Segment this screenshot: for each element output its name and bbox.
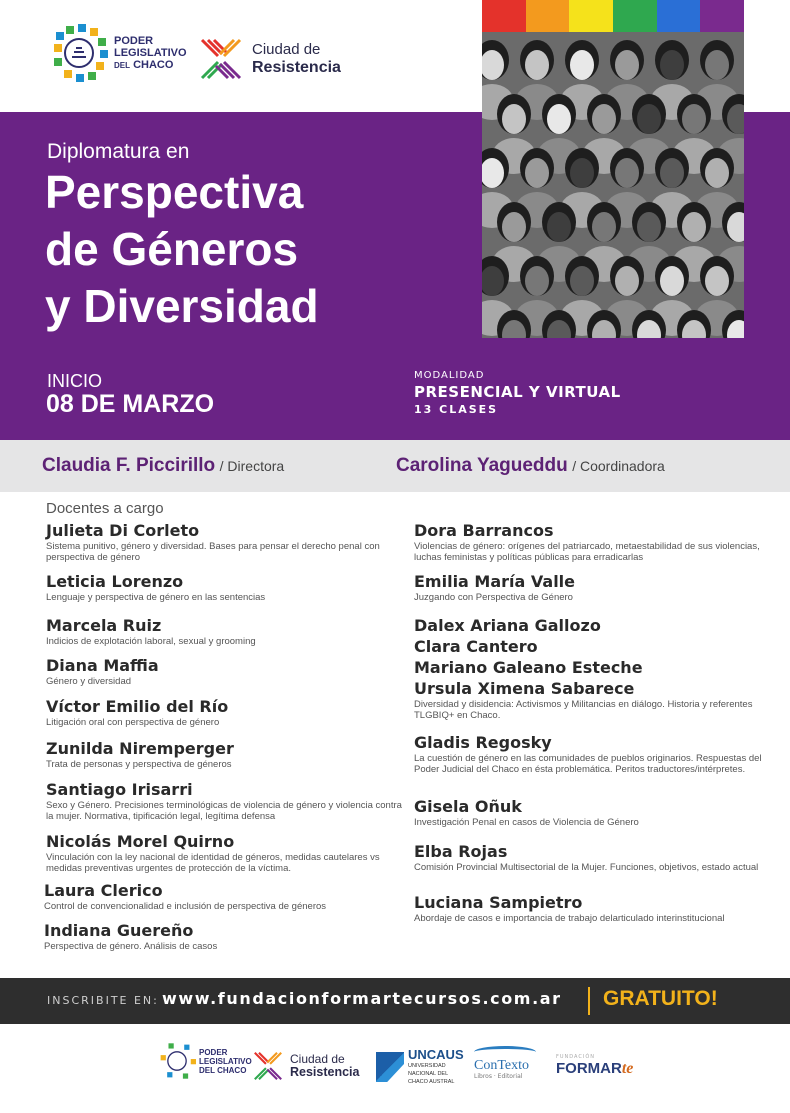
crowd-face: [660, 50, 684, 80]
rainbow-stripe: [657, 0, 701, 32]
footer-divider: [588, 987, 590, 1015]
registration-link[interactable]: www.fundacionformartecursos.com.ar: [162, 989, 562, 1008]
partner-text-line: UNCAUS: [408, 1047, 464, 1062]
docente-topic: Litigación oral con perspectiva de género: [46, 717, 220, 728]
crowd-face: [615, 50, 639, 80]
rainbow-stripe: [526, 0, 570, 32]
gratuito-badge: GRATUITO!: [603, 987, 718, 1010]
docente-name: Clara Cantero: [414, 637, 538, 656]
docente-topic: Género y diversidad: [46, 676, 132, 687]
ciudad-resistencia-text: [252, 41, 341, 77]
coordinadora-role: / Coordinadora: [572, 458, 665, 474]
docente-topic: Indicios de explotación laboral, sexual y grooming: [46, 636, 256, 647]
docente-item: [46, 697, 406, 728]
partner-text-line: te: [621, 1060, 634, 1077]
rainbow-stripe: [613, 0, 657, 32]
docente-item: [46, 521, 406, 563]
logo-text-line: CHACO: [133, 58, 174, 71]
crowd-face: [592, 104, 616, 134]
rainbow-stripe: [569, 0, 613, 32]
uncaus-emblem-icon: [376, 1052, 404, 1082]
docente-item: [414, 733, 774, 775]
crowd-face: [570, 266, 594, 296]
docente-topic: Investigación Penal en casos de Violencia de Género: [414, 817, 639, 828]
docente-name: Ursula Ximena Sabarece: [414, 679, 635, 698]
crowd-face: [547, 104, 571, 134]
docente-name: Marcela Ruiz: [46, 616, 162, 635]
partner-text-line: UNIVERSIDAD: [408, 1063, 446, 1069]
partner-text-line: CHACO AUSTRAL: [408, 1079, 455, 1085]
crowd-face: [660, 158, 684, 188]
crowd-face: [502, 104, 526, 134]
docente-name: Santiago Irisarri: [46, 780, 193, 799]
logo-text-line: Resistencia: [252, 59, 341, 76]
docente-name: Emilia María Valle: [414, 572, 576, 591]
docente-item: [46, 832, 406, 874]
registration-bar: [0, 978, 790, 1024]
docente-item: [44, 881, 404, 912]
logo-text-line: LEGISLATIVO: [114, 46, 187, 59]
crowd-face: [637, 212, 661, 242]
partner-ciudad-resistencia: [252, 1050, 359, 1082]
rainbow-stripe: [700, 0, 744, 32]
crowd-face: [525, 266, 549, 296]
docente-name: Gladis Regosky: [414, 733, 552, 752]
docente-topic: Lenguaje y perspectiva de género en las sentencias: [46, 592, 266, 603]
docente-topic: Diversidad y disidencia: Activismos y Militancias en diálogo. Historia y referentes TLGBIQ+ en Chaco.: [414, 699, 753, 721]
docente-item: [46, 572, 406, 603]
directora-role: / Directora: [219, 458, 285, 474]
coordinadora-name: Carolina Yagueddu: [396, 455, 568, 476]
crowd-face: [547, 212, 571, 242]
poder-legislativo-logo: [50, 24, 187, 82]
crowd-illustration: [482, 32, 744, 338]
inicio-date: 08 DE MARZO: [46, 390, 215, 418]
docente-item: [414, 797, 774, 828]
crowd-face: [502, 212, 526, 242]
inscribite-label: INSCRIBITE EN:: [47, 994, 159, 1007]
docente-topic: Comisión Provincial Multisectorial de la Mujer. Funciones, objetivos, estado actual: [414, 862, 759, 873]
poder-legislativo-text: [114, 35, 187, 72]
crowd-face: [592, 212, 616, 242]
logo-text-line: DEL: [114, 60, 130, 70]
docente-name: Luciana Sampietro: [414, 893, 583, 912]
docente-topic: Trata de personas y perspectiva de géneros: [46, 759, 232, 770]
crowd-face: [637, 104, 661, 134]
hero-title-line: y Diversidad: [45, 280, 319, 332]
partner-formarte: [556, 1054, 633, 1078]
docente-topic: Vinculación con la ley nacional de identidad de géneros, medidas cautelares vs medidas preventivas urgentes de protección de la víctima.: [46, 852, 380, 874]
crowd-face: [570, 50, 594, 80]
docente-topic: Abordaje de casos e importancia de trabajo delarticulado interinstitucional: [414, 913, 725, 924]
partner-text-line: Resistencia: [290, 1065, 360, 1079]
docente-name: Mariano Galeano Esteche: [414, 658, 643, 677]
docente-name: Diana Maffia: [46, 656, 159, 675]
docente-item: [414, 893, 774, 924]
logo-text-line: Ciudad de: [252, 41, 321, 58]
crowd-face: [705, 266, 729, 296]
directora-name: Claudia F. Piccirillo: [42, 455, 216, 476]
crowd-face: [525, 50, 549, 80]
partner-text-line: FUNDACIÓN: [556, 1054, 596, 1060]
ciudad-resistencia-emblem-icon: [252, 1050, 284, 1082]
crowd-face: [705, 158, 729, 188]
rainbow-flag-strip: [482, 0, 744, 32]
partner-text: [290, 1053, 359, 1079]
docente-topic: Sexo y Género. Precisiones terminológicas de violencia de género y violencia contra la mujer. Normativa, tipificación legal, legítima defensa: [46, 800, 402, 822]
hero-title: [45, 164, 465, 335]
docente-topic: Sistema punitivo, género y diversidad. Bases para pensar el derecho penal con perspectiva de género: [46, 541, 380, 563]
rainbow-stripe: [482, 0, 526, 32]
modalidad-value: PRESENCIAL Y VIRTUAL: [414, 383, 621, 401]
book-arc-icon: [474, 1046, 536, 1058]
docente-item: [414, 616, 774, 636]
partner-text-line: Libros · Editorial: [474, 1073, 523, 1080]
docente-name: Elba Rojas: [414, 842, 508, 861]
directora: [42, 455, 284, 477]
modalidad-label: MODALIDAD: [414, 370, 485, 381]
docente-item: [46, 780, 406, 822]
crowd-face: [525, 158, 549, 188]
crowd-face: [682, 104, 706, 134]
inicio-label: INICIO: [47, 371, 103, 391]
docente-name: Julieta Di Corleto: [46, 521, 200, 540]
docente-name: Dora Barrancos: [414, 521, 554, 540]
hero-title-line: de Géneros: [45, 223, 299, 275]
docente-topic: Violencias de género: orígenes del patriarcado, metaestabilidad de sus violencias, luchas feministas y políticas públicas para erradicarlas: [414, 541, 760, 563]
partner-text-line: ConTexto: [474, 1058, 530, 1073]
docente-item: [46, 616, 406, 647]
crowd-face: [570, 158, 594, 188]
docente-item: [46, 656, 406, 687]
coordinadora: [396, 455, 665, 477]
clases-count: 13 CLASES: [414, 403, 499, 416]
docente-name: Gisela Oñuk: [414, 797, 522, 816]
hero-title-line: Perspectiva: [45, 166, 304, 218]
partner-text-line: Ciudad de: [290, 1052, 345, 1066]
hero-subtitle: Diplomatura en: [47, 140, 190, 163]
crowd-faces-image: [482, 32, 744, 338]
partner-poder-legislativo: [158, 1042, 252, 1080]
partner-text-line: LEGISLATIVO: [199, 1056, 252, 1066]
poder-legislativo-emblem-icon: [50, 24, 108, 82]
partner-text-line: FORMAR: [556, 1060, 622, 1077]
header-logos: [0, 0, 480, 112]
partner-logos: [0, 1024, 790, 1113]
poder-legislativo-emblem-icon: [158, 1042, 196, 1080]
docente-item: [414, 842, 774, 873]
docente-name: Dalex Ariana Gallozo: [414, 616, 601, 635]
partner-contexto: [474, 1046, 536, 1080]
crowd-face: [705, 50, 729, 80]
crowd-face: [615, 158, 639, 188]
docente-name: Nicolás Morel Quirno: [46, 832, 235, 851]
docente-topic: Perspectiva de género. Análisis de casos: [44, 941, 218, 952]
partner-text-line: DEL CHACO: [199, 1065, 247, 1075]
docente-topic: Control de convencionalidad e inclusión de perspectiva de géneros: [44, 901, 327, 912]
docente-topic: La cuestión de género en las comunidades de pueblos originarios. Respuestas del Poder Judicial del Chaco en ésta problemática. Peritos traductores/intérpretes.: [414, 753, 762, 775]
docente-item: [414, 658, 774, 678]
crowd-face: [615, 266, 639, 296]
ciudad-resistencia-logo: [198, 36, 341, 82]
partner-uncaus: [376, 1048, 464, 1086]
docente-item: [414, 521, 774, 563]
crowd-face: [682, 212, 706, 242]
partner-text: [199, 1048, 252, 1075]
docente-name: Leticia Lorenzo: [46, 572, 184, 591]
docentes-heading: Docentes a cargo: [46, 500, 164, 517]
docente-item: [414, 637, 774, 657]
docente-name: Indiana Guereño: [44, 921, 194, 940]
docente-item: [44, 921, 404, 952]
docente-item: [46, 739, 406, 770]
docente-name: Laura Clerico: [44, 881, 163, 900]
partner-text-line: NACIONAL DEL: [408, 1071, 449, 1077]
docente-item: [414, 572, 774, 603]
docente-item: [414, 679, 774, 721]
ciudad-resistencia-emblem-icon: [198, 36, 244, 82]
crowd-face: [660, 266, 684, 296]
logo-text-line: PODER: [114, 34, 154, 47]
partner-text-line: PODER: [199, 1047, 228, 1057]
docente-name: Zunilda Niremperger: [46, 739, 234, 758]
docente-topic: Juzgando con Perspectiva de Género: [414, 592, 573, 603]
docente-name: Víctor Emilio del Río: [46, 697, 229, 716]
partner-text: [408, 1048, 464, 1086]
